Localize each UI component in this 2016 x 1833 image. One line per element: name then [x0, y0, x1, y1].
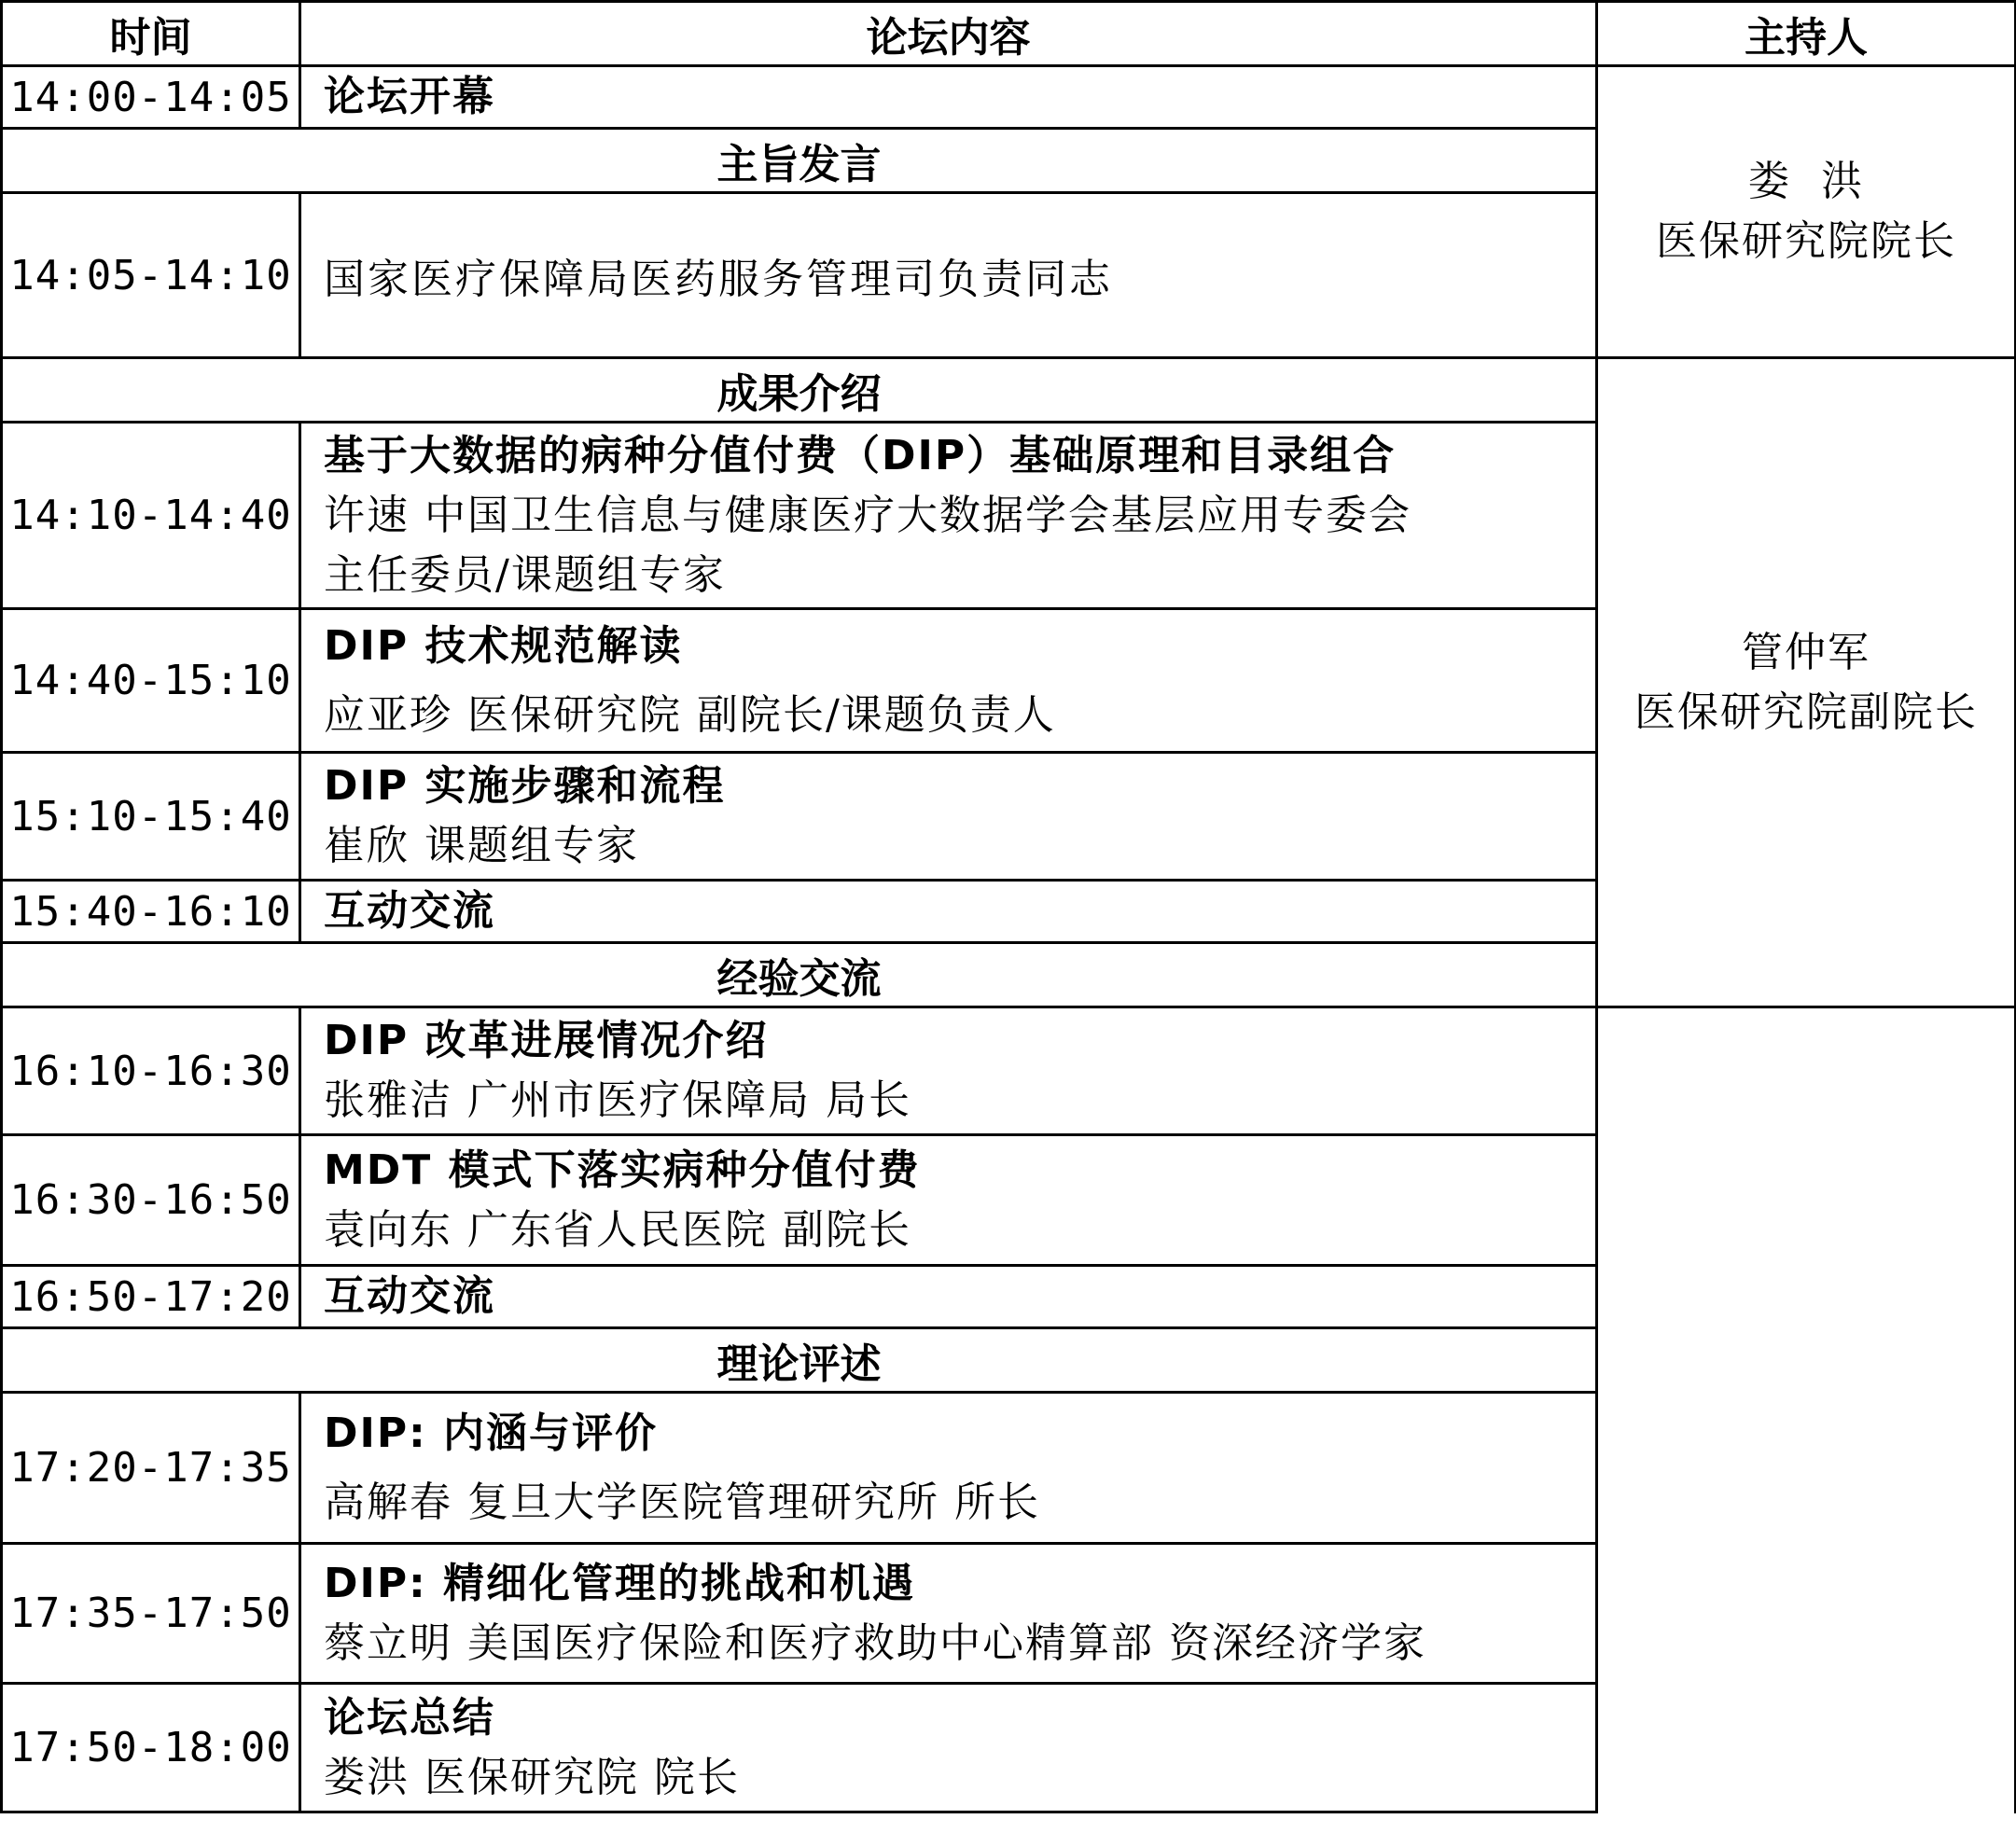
speaker-text: 主任委员/课题组专家 — [324, 550, 726, 599]
table-row — [2, 1544, 2016, 1684]
speaker-text: 许速 中国卫生信息与健康医疗大数据学会基层应用专委会 — [324, 491, 1411, 539]
table-row — [2, 1684, 2016, 1812]
header-row — [2, 2, 2016, 66]
time-cell: 14:40-15:10 — [2, 609, 300, 753]
talk-title: DIP: 精细化管理的挑战和机遇 — [324, 1559, 916, 1607]
speaker-text: 国家医疗保障局医药服务管理司负责同志 — [324, 256, 1113, 303]
time-cell: 17:50-18:00 — [2, 1684, 300, 1812]
time-cell: 15:10-15:40 — [2, 753, 300, 881]
table-row — [2, 1266, 2016, 1328]
host-cell — [1597, 66, 2016, 358]
content-cell — [300, 66, 1597, 129]
content-cell — [300, 193, 1597, 358]
content-cell — [300, 1393, 1597, 1544]
speaker-text: 娄洪 医保研究院 院长 — [324, 1753, 740, 1801]
section-title: 理论评述 — [2, 1328, 1597, 1393]
content-cell — [300, 1266, 1597, 1328]
time-cell: 16:10-16:30 — [2, 1007, 300, 1135]
content-cell — [300, 1135, 1597, 1266]
section-title: 经验交流 — [2, 943, 1597, 1007]
time-cell: 14:05-14:10 — [2, 193, 300, 358]
speaker-text: 张雅洁 广州市医疗保障局 局长 — [324, 1076, 911, 1124]
talk-title: DIP 改革进展情况介绍 — [324, 1017, 769, 1064]
time-cell: 17:20-17:35 — [2, 1393, 300, 1544]
section-title: 成果介绍 — [2, 358, 1597, 423]
talk-title: DIP 实施步骤和流程 — [324, 762, 726, 810]
time-cell: 17:35-17:50 — [2, 1544, 300, 1684]
time-cell: 14:00-14:05 — [2, 66, 300, 129]
content-cell — [300, 753, 1597, 881]
talk-title: MDT 模式下落实病种分值付费 — [324, 1146, 921, 1194]
time-cell: 14:10-14:40 — [2, 423, 300, 609]
host-cell — [1597, 358, 2016, 1007]
talk-title: 论坛开幕 — [324, 73, 495, 120]
talk-title: 基于大数据的病种分值付费（DIP）基础原理和目录组合 — [324, 431, 1397, 479]
time-cell: 16:50-17:20 — [2, 1266, 300, 1328]
section-title: 主旨发言 — [2, 129, 1597, 193]
content-cell — [300, 1544, 1597, 1684]
header-content: 论坛内容 — [300, 2, 1597, 66]
talk-title: 互动交流 — [324, 1272, 495, 1320]
speaker-text: 袁向东 广东省人民医院 副院长 — [324, 1205, 911, 1254]
talk-title: 论坛总结 — [324, 1693, 495, 1742]
section-row — [2, 358, 2016, 423]
talk-title: DIP: 内涵与评价 — [324, 1409, 659, 1457]
speaker-text: 高解春 复旦大学医院管理研究所 所长 — [324, 1478, 1040, 1526]
content-cell — [300, 609, 1597, 753]
table-row — [2, 1007, 2016, 1135]
table-row — [2, 1393, 2016, 1544]
content-cell — [300, 423, 1597, 609]
content-cell — [300, 1007, 1597, 1135]
host-name: 管仲军 — [1742, 628, 1870, 676]
speaker-text: 应亚珍 医保研究院 副院长/课题负责人 — [324, 690, 1056, 739]
host-title: 医保研究院副院长 — [1634, 687, 1978, 736]
content-cell — [300, 881, 1597, 943]
speaker-text: 蔡立明 美国医疗保险和医疗救助中心精算部 资深经济学家 — [324, 1618, 1426, 1667]
talk-title: 互动交流 — [324, 887, 495, 935]
header-time: 时间 — [2, 2, 300, 66]
talk-title: DIP 技术规范解读 — [324, 621, 683, 670]
time-cell: 15:40-16:10 — [2, 881, 300, 943]
host-title: 医保研究院院长 — [1656, 217, 1956, 265]
time-cell: 16:30-16:50 — [2, 1135, 300, 1266]
table-row — [2, 66, 2016, 129]
header-host: 主持人 — [1597, 2, 2016, 66]
content-cell — [300, 1684, 1597, 1812]
host-name: 娄 洪 — [1748, 158, 1864, 205]
speaker-text: 崔欣 课题组专家 — [324, 822, 639, 869]
table-row — [2, 1135, 2016, 1266]
section-row — [2, 1328, 2016, 1393]
